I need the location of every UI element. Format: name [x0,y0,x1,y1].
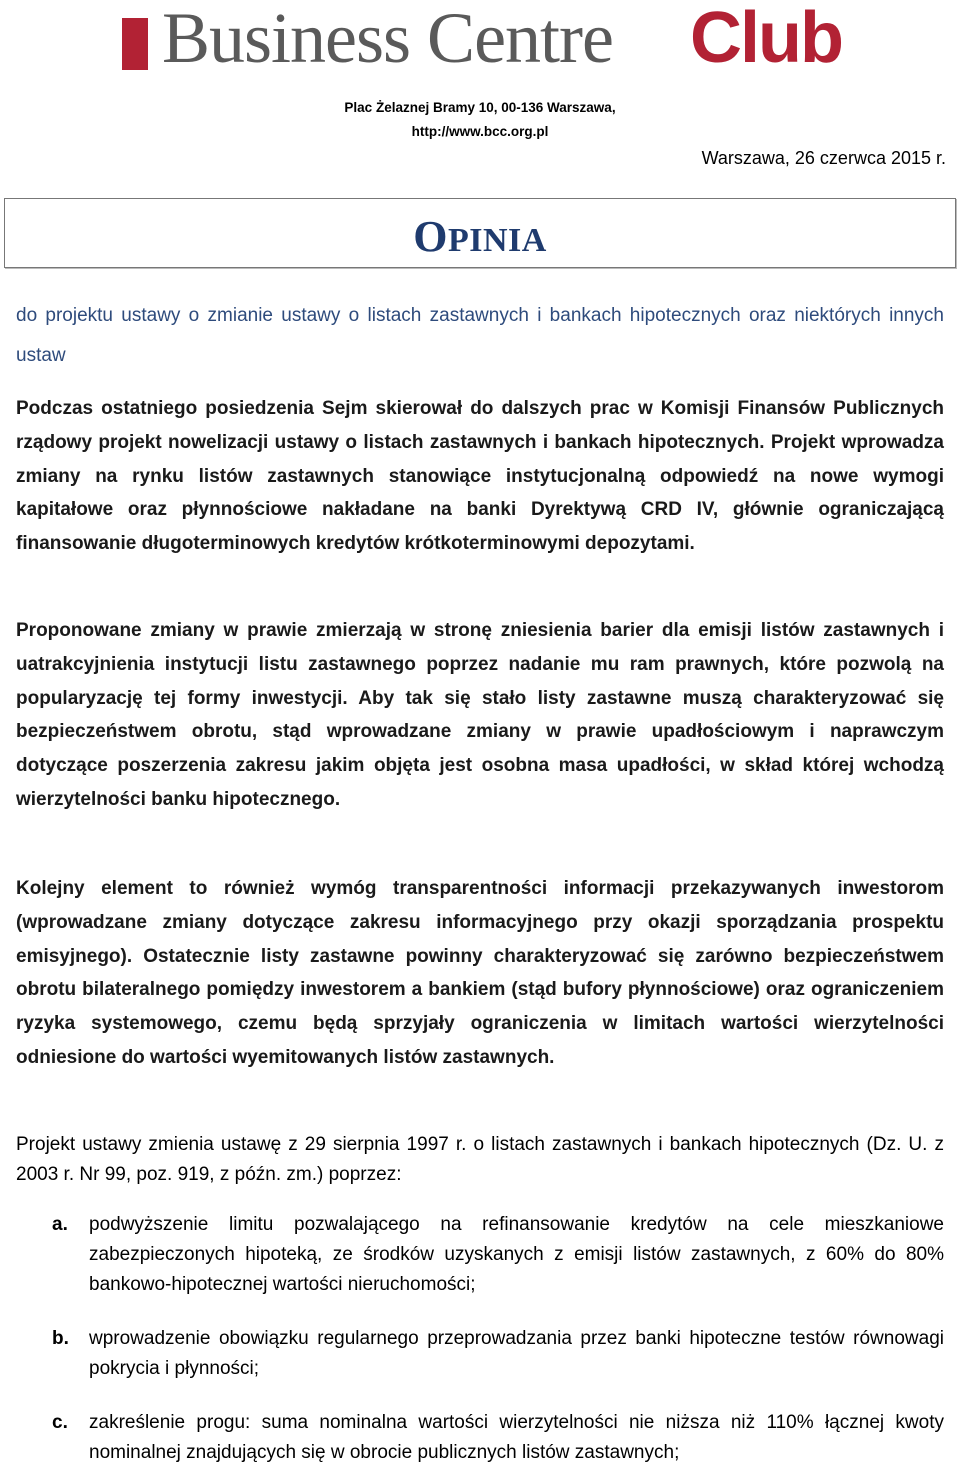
document-date: Warszawa, 26 czerwca 2015 r. [701,148,946,168]
list-item-text: wprowadzenie obowiązku regularnego przeprowadzania przez banki hipoteczne testów równowagi pokrycia i płynności; [89,1328,944,1379]
paragraph-amendment: Projekt ustawy zmienia ustawę z 29 sierpnia 1997 r. o listach zastawnych i bankach hipotecznych (Dz. U. z 2003 r. Nr 99, poz. 919, z późn. zm.) poprzez: [16,1134,944,1185]
list-marker: b. [52,1328,69,1349]
logo-red-square [122,18,148,70]
paragraph-transparency: Kolejny element to również wymóg transparentności informacji przekazywanych inwestorom (wprowadzane zmiany dotyczące zakresu informacyjnego przy okazji sporządzania prospektu emisyjnego). Ostatecznie listy zastawne powinny charakteryzować się zarówno bezpieczeństwem obrotu bilateralnego pomiędzy inwestorem a bankiem (stąd bufory płynnościowe) oraz ograniczeniem ryzyka systemowego, czemu będą sprzyjały ograniczenia w limitach wartości wierzytelności odniesione do wartości wyemitowanych listów zastawnych. [16,878,944,1068]
title-rest: PINIA [447,222,547,259]
list-marker: c. [52,1412,68,1433]
document-subtitle: do projektu ustawy o zmianie ustawy o listach zastawnych i bankach hipotecznych oraz niektórych innych ustaw [16,305,944,366]
list-marker: a. [52,1214,68,1235]
list-item-text: podwyższenie limitu pozwalającego na refinansowanie kredytów na cele mieszkaniowe zabezpieczonych hipoteką, ze środków uzyskanych z emisji listów zastawnych, z 60% do 80% bankowo-hipotecznej wartości nieruchomości; [89,1214,944,1295]
list-item [52,1408,944,1468]
paragraph-proposed-changes: Proponowane zmiany w prawie zmierzają w stronę zniesienia barier dla emisji listów zastawnych i uatrakcyjnienia instytucji listu zastawnego poprzez nadanie mu ram prawnych, które pozwolą na popularyzację tej formy inwestycji. Aby tak się stało listy zastawne muszą charakteryzować się bezpieczeństwem obrotu, stąd wprowadzane zmiany w prawie upadłościowym i naprawczym dotyczące poszerzenia zakresu jakim objęta jest osobna masa upadłości, w skład której wchodzą wierzytelności banku hipotecznego. [16,620,944,810]
website-url: http://www.bcc.org.pl [411,124,549,139]
document-title [5,211,955,262]
list-item [52,1324,944,1384]
paragraph-intro: Podczas ostatniego posiedzenia Sejm skierował do dalszych prac w Komisji Finansów Publicznych rządowy projekt nowelizacji ustawy o listach zastawnych i bankach hipotecznych. Projekt wprowadza zmiany na rynku listów zastawnych stanowiące instytucjonalną odpowiedź na nowe wymogi kapitałowe oraz płynnościowe nakładane na banki Dyrektywą CRD IV, głównie ograniczającą finansowanie długoterminowych kredytów krótkoterminowymi depozytami. [16,398,944,555]
list-item [52,1210,944,1300]
logo [122,0,842,78]
logo-text-business-centre: Business Centre [162,0,613,78]
address-line: Plac Żelaznej Bramy 10, 00-136 Warszawa, [344,100,616,115]
title-first-letter: O [413,212,448,261]
list-item-text: zakreślenie progu: suma nominalna wartości wierzytelności nie niższa niż 110% łącznej kwoty nominalnej znajdujących się w obrocie publicznych listów zastawnych; [89,1412,944,1463]
logo-text-club: Club [690,0,842,78]
title-box [4,198,956,268]
